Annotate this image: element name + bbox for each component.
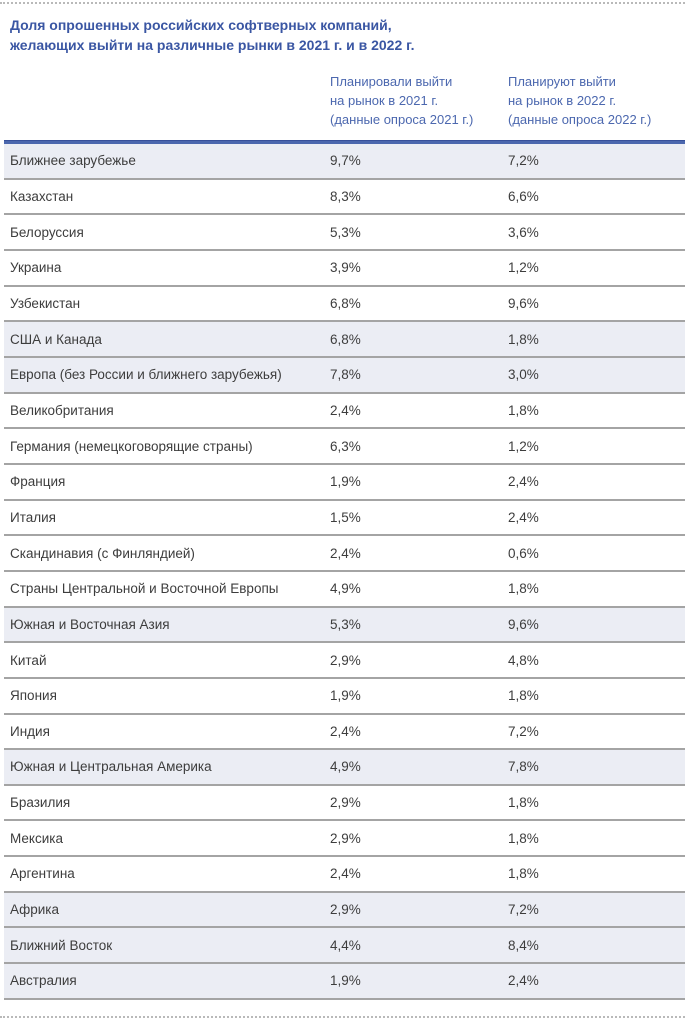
market-label: Австралия xyxy=(10,973,77,989)
table-row xyxy=(4,322,685,358)
table-row xyxy=(4,679,685,715)
market-label: Мексика xyxy=(10,830,63,846)
value-2022: 1,2% xyxy=(508,438,539,454)
page-title-line2: желающих выйти на различные рынки в 2021 г. и в 2022 г. xyxy=(10,36,415,53)
column-header-2021-line1: Планировали выйти xyxy=(330,74,453,89)
value-2021: 1,9% xyxy=(330,474,361,490)
column-header-2021 xyxy=(330,72,508,129)
value-2022: 1,8% xyxy=(508,581,539,597)
value-2021: 5,3% xyxy=(330,616,361,632)
market-label: Узбекистан xyxy=(10,295,81,311)
page-title xyxy=(10,16,414,55)
value-2021: 5,3% xyxy=(330,224,361,240)
market-label: Украина xyxy=(10,260,62,276)
column-header-2022 xyxy=(508,72,685,129)
market-label: Ближнее зарубежье xyxy=(10,153,136,169)
market-label: Индия xyxy=(10,723,50,739)
market-label: Южная и Восточная Азия xyxy=(10,616,170,632)
market-label: Африка xyxy=(10,902,60,918)
value-2022: 1,8% xyxy=(508,830,539,846)
value-2021: 6,3% xyxy=(330,438,361,454)
value-2021: 6,8% xyxy=(330,295,361,311)
table-row xyxy=(4,465,685,501)
value-2022: 1,8% xyxy=(508,331,539,347)
market-label: Китай xyxy=(10,652,47,668)
table-row xyxy=(4,394,685,430)
value-2022: 0,6% xyxy=(508,545,539,561)
value-2021: 1,9% xyxy=(330,973,361,989)
column-header-2022-line2: на рынок в 2022 г. xyxy=(508,93,617,108)
value-2022: 1,8% xyxy=(508,866,539,882)
table-row xyxy=(4,501,685,537)
table-row xyxy=(4,786,685,822)
market-label: Страны Центральной и Восточной Европы xyxy=(10,581,279,597)
table-row xyxy=(4,821,685,857)
value-2022: 2,4% xyxy=(508,509,539,525)
value-2021: 3,9% xyxy=(330,260,361,276)
table-row xyxy=(4,144,685,180)
market-label: Аргентина xyxy=(10,866,75,882)
table-row xyxy=(4,715,685,751)
value-2022: 7,2% xyxy=(508,902,539,918)
column-header-2022-line3: (данные опроса 2022 г.) xyxy=(508,112,652,127)
value-2022: 4,8% xyxy=(508,652,539,668)
value-2021: 2,4% xyxy=(330,723,361,739)
market-label: Ближний Восток xyxy=(10,937,113,953)
value-2021: 2,9% xyxy=(330,902,361,918)
value-2021: 2,9% xyxy=(330,795,361,811)
table-row xyxy=(4,572,685,608)
value-2022: 1,2% xyxy=(508,260,539,276)
table-row xyxy=(4,536,685,572)
value-2021: 4,9% xyxy=(330,581,361,597)
value-2021: 2,9% xyxy=(330,652,361,668)
value-2022: 9,6% xyxy=(508,295,539,311)
market-label: Великобритания xyxy=(10,402,114,418)
column-header-2022-line1: Планируют выйти xyxy=(508,74,616,89)
value-2022: 2,4% xyxy=(508,474,539,490)
table-row xyxy=(4,358,685,394)
table-row xyxy=(4,857,685,893)
table-row xyxy=(4,215,685,251)
market-label: Европа (без России и ближнего зарубежья) xyxy=(10,367,282,383)
value-2021: 6,8% xyxy=(330,331,361,347)
market-label: США и Канада xyxy=(10,331,102,347)
market-label: Южная и Центральная Америка xyxy=(10,759,212,775)
market-label: Италия xyxy=(10,509,56,525)
value-2022: 7,2% xyxy=(508,723,539,739)
value-2022: 6,6% xyxy=(508,188,539,204)
value-2022: 3,6% xyxy=(508,224,539,240)
table-row xyxy=(4,287,685,323)
value-2022: 1,8% xyxy=(508,795,539,811)
market-label: Бразилия xyxy=(10,795,71,811)
value-2022: 2,4% xyxy=(508,973,539,989)
value-2022: 1,8% xyxy=(508,688,539,704)
column-header-2021-line2: на рынок в 2021 г. xyxy=(330,93,439,108)
value-2021: 2,4% xyxy=(330,545,361,561)
value-2022: 7,8% xyxy=(508,759,539,775)
value-2021: 1,5% xyxy=(330,509,361,525)
page-title-line1: Доля опрошенных российских софтверных компаний, xyxy=(10,17,392,33)
value-2021: 1,9% xyxy=(330,688,361,704)
value-2022: 9,6% xyxy=(508,616,539,632)
market-label: Франция xyxy=(10,474,66,490)
value-2021: 2,4% xyxy=(330,402,361,418)
value-2021: 8,3% xyxy=(330,188,361,204)
table-row xyxy=(4,251,685,287)
value-2021: 4,4% xyxy=(330,937,361,953)
market-label: Япония xyxy=(10,688,57,704)
table-row xyxy=(4,180,685,216)
market-label: Белоруссия xyxy=(10,224,84,240)
table-row xyxy=(4,429,685,465)
value-2021: 2,4% xyxy=(330,866,361,882)
table-row xyxy=(4,643,685,679)
value-2022: 7,2% xyxy=(508,153,539,169)
table-row xyxy=(4,964,685,1000)
table-row xyxy=(4,928,685,964)
market-label: Скандинавия (с Финляндией) xyxy=(10,545,195,561)
column-header-2021-line3: (данные опроса 2021 г.) xyxy=(330,112,474,127)
page-top-crop-divider xyxy=(0,2,685,4)
market-label: Германия (немецкоговорящие страны) xyxy=(10,438,253,454)
table-row xyxy=(4,750,685,786)
value-2021: 4,9% xyxy=(330,759,361,775)
value-2022: 3,0% xyxy=(508,367,539,383)
value-2021: 2,9% xyxy=(330,830,361,846)
table-row xyxy=(4,893,685,929)
value-2021: 9,7% xyxy=(330,153,361,169)
table-row xyxy=(4,608,685,644)
market-label: Казахстан xyxy=(10,188,74,204)
value-2022: 1,8% xyxy=(508,402,539,418)
page-bottom-crop-divider xyxy=(0,1016,685,1018)
value-2021: 7,8% xyxy=(330,367,361,383)
value-2022: 8,4% xyxy=(508,937,539,953)
table-body xyxy=(4,144,685,1000)
